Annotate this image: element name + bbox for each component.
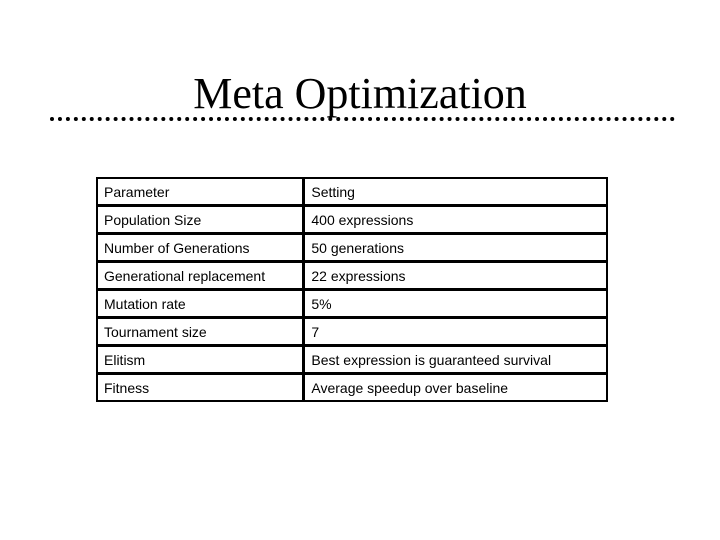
parameter-cell: Elitism — [98, 347, 305, 375]
setting-cell: 50 generations — [305, 235, 606, 263]
table-row — [98, 291, 606, 319]
header-parameter: Parameter — [98, 179, 305, 207]
setting-cell: 7 — [305, 319, 606, 347]
parameter-table — [96, 177, 608, 402]
setting-cell: 5% — [305, 291, 606, 319]
parameter-cell: Mutation rate — [98, 291, 305, 319]
table-row — [98, 319, 606, 347]
setting-cell: 400 expressions — [305, 207, 606, 235]
table-row — [98, 235, 606, 263]
setting-cell: 22 expressions — [305, 263, 606, 291]
table-header-row — [98, 179, 606, 207]
parameter-cell: Tournament size — [98, 319, 305, 347]
table-row — [98, 347, 606, 375]
parameter-cell: Population Size — [98, 207, 305, 235]
setting-cell: Best expression is guaranteed survival — [305, 347, 606, 375]
slide-title: Meta Optimization — [193, 69, 527, 118]
parameter-cell: Fitness — [98, 375, 305, 400]
parameter-cell: Number of Generations — [98, 235, 305, 263]
title-dotted-rule — [50, 117, 675, 121]
header-setting: Setting — [305, 179, 606, 207]
table-row — [98, 207, 606, 235]
table-row — [98, 263, 606, 291]
parameter-cell: Generational replacement — [98, 263, 305, 291]
setting-cell: Average speedup over baseline — [311, 379, 509, 396]
table-row — [98, 375, 606, 400]
